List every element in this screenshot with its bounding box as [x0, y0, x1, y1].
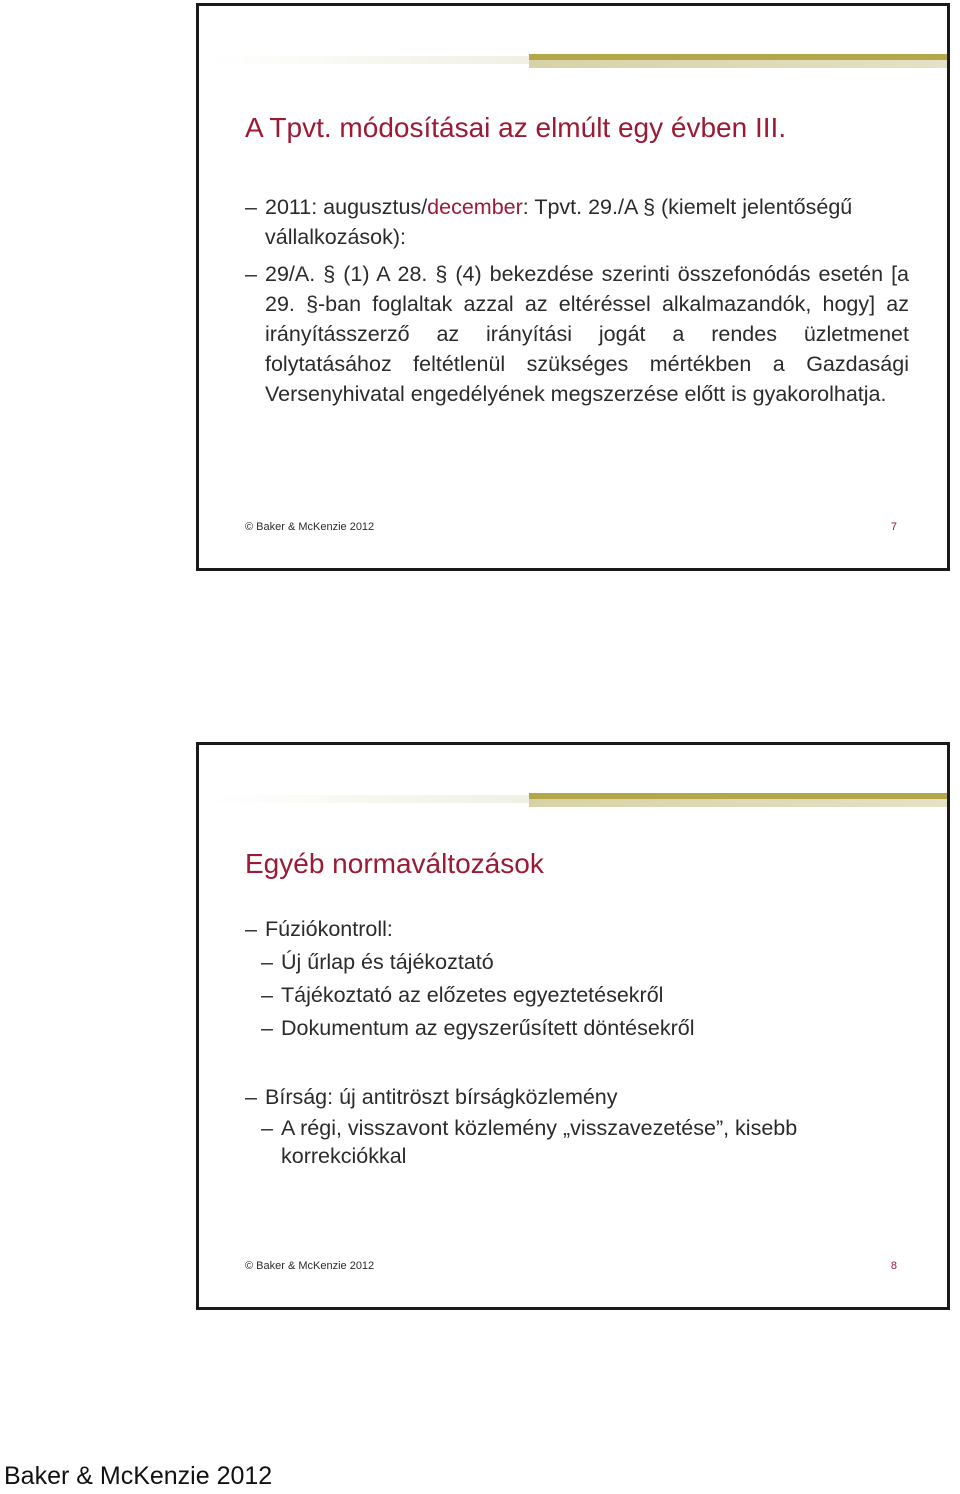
sub-item-text: Új űrlap és tájékoztató	[281, 950, 494, 974]
slide-8	[196, 742, 950, 1310]
sub-item-text: A régi, visszavont közlemény „visszavezetése”, kisebb korrekciókkal	[281, 1116, 798, 1168]
item-text-post: : Tpvt. 29./A § (kiemelt jelentőségű vállalkozások):	[265, 195, 853, 249]
dash-bullet-icon: –	[261, 950, 273, 974]
dash-bullet-icon: –	[261, 1016, 273, 1040]
page-number: 8	[890, 1260, 897, 1272]
sub-item	[245, 979, 909, 1012]
dash-bullet-icon: –	[245, 195, 257, 219]
sub-item	[245, 946, 909, 979]
item-heading: Bírság: új antitröszt bírságközlemény	[265, 1085, 618, 1109]
dash-bullet-icon: –	[261, 1116, 273, 1140]
item-text-pre: 2011: augusztus/	[265, 195, 428, 219]
copyright-text: © Baker & McKenzie 2012	[245, 521, 375, 533]
bullet-item	[245, 1081, 909, 1114]
sub-item-text: Tájékoztató az előzetes egyeztetésekről	[281, 983, 664, 1007]
slide-title: Egyéb normaváltozások	[245, 848, 544, 879]
page-number: 7	[890, 521, 897, 533]
decorative-header-bar	[199, 790, 947, 808]
copyright-text: © Baker & McKenzie 2012	[245, 1260, 375, 1272]
page-footer: Baker & McKenzie 2012	[4, 1462, 273, 1490]
decorative-header-bar	[199, 51, 947, 69]
bullet-item	[245, 192, 909, 252]
sub-item	[245, 1012, 909, 1045]
slide-title: A Tpvt. módosításai az elmúlt egy évben III.	[245, 112, 787, 143]
item-text: 29/A. § (1) A 28. § (4) bekezdése szerinti összefonódás esetén [a 29. §-ban foglaltak azzal az eltéréssel alkalmazandók, hogy] az irányításszerző az irányítási jogát a rendes üzletmenet folytatásához feltétlenül szükséges mértékben a Gazdasági Versenyhivatal engedélyének megszerzése előtt is gyakorolhatja.	[265, 262, 909, 406]
slide-body	[245, 192, 909, 409]
dash-bullet-icon: –	[245, 262, 257, 286]
dash-bullet-icon: –	[245, 917, 257, 941]
bullet-item	[245, 259, 909, 409]
slide-footer	[245, 521, 897, 535]
item-heading: Fúziókontroll:	[265, 917, 393, 941]
dash-bullet-icon: –	[245, 1085, 257, 1109]
dash-bullet-icon: –	[261, 983, 273, 1007]
item-text-highlight: december	[427, 195, 523, 219]
sub-item-text: Dokumentum az egyszerűsített döntésekről	[281, 1016, 695, 1040]
slide-footer	[245, 1260, 897, 1274]
slide-7	[196, 3, 950, 571]
bullet-item	[245, 913, 909, 946]
slide-body	[245, 913, 909, 1170]
sub-item	[245, 1114, 881, 1170]
